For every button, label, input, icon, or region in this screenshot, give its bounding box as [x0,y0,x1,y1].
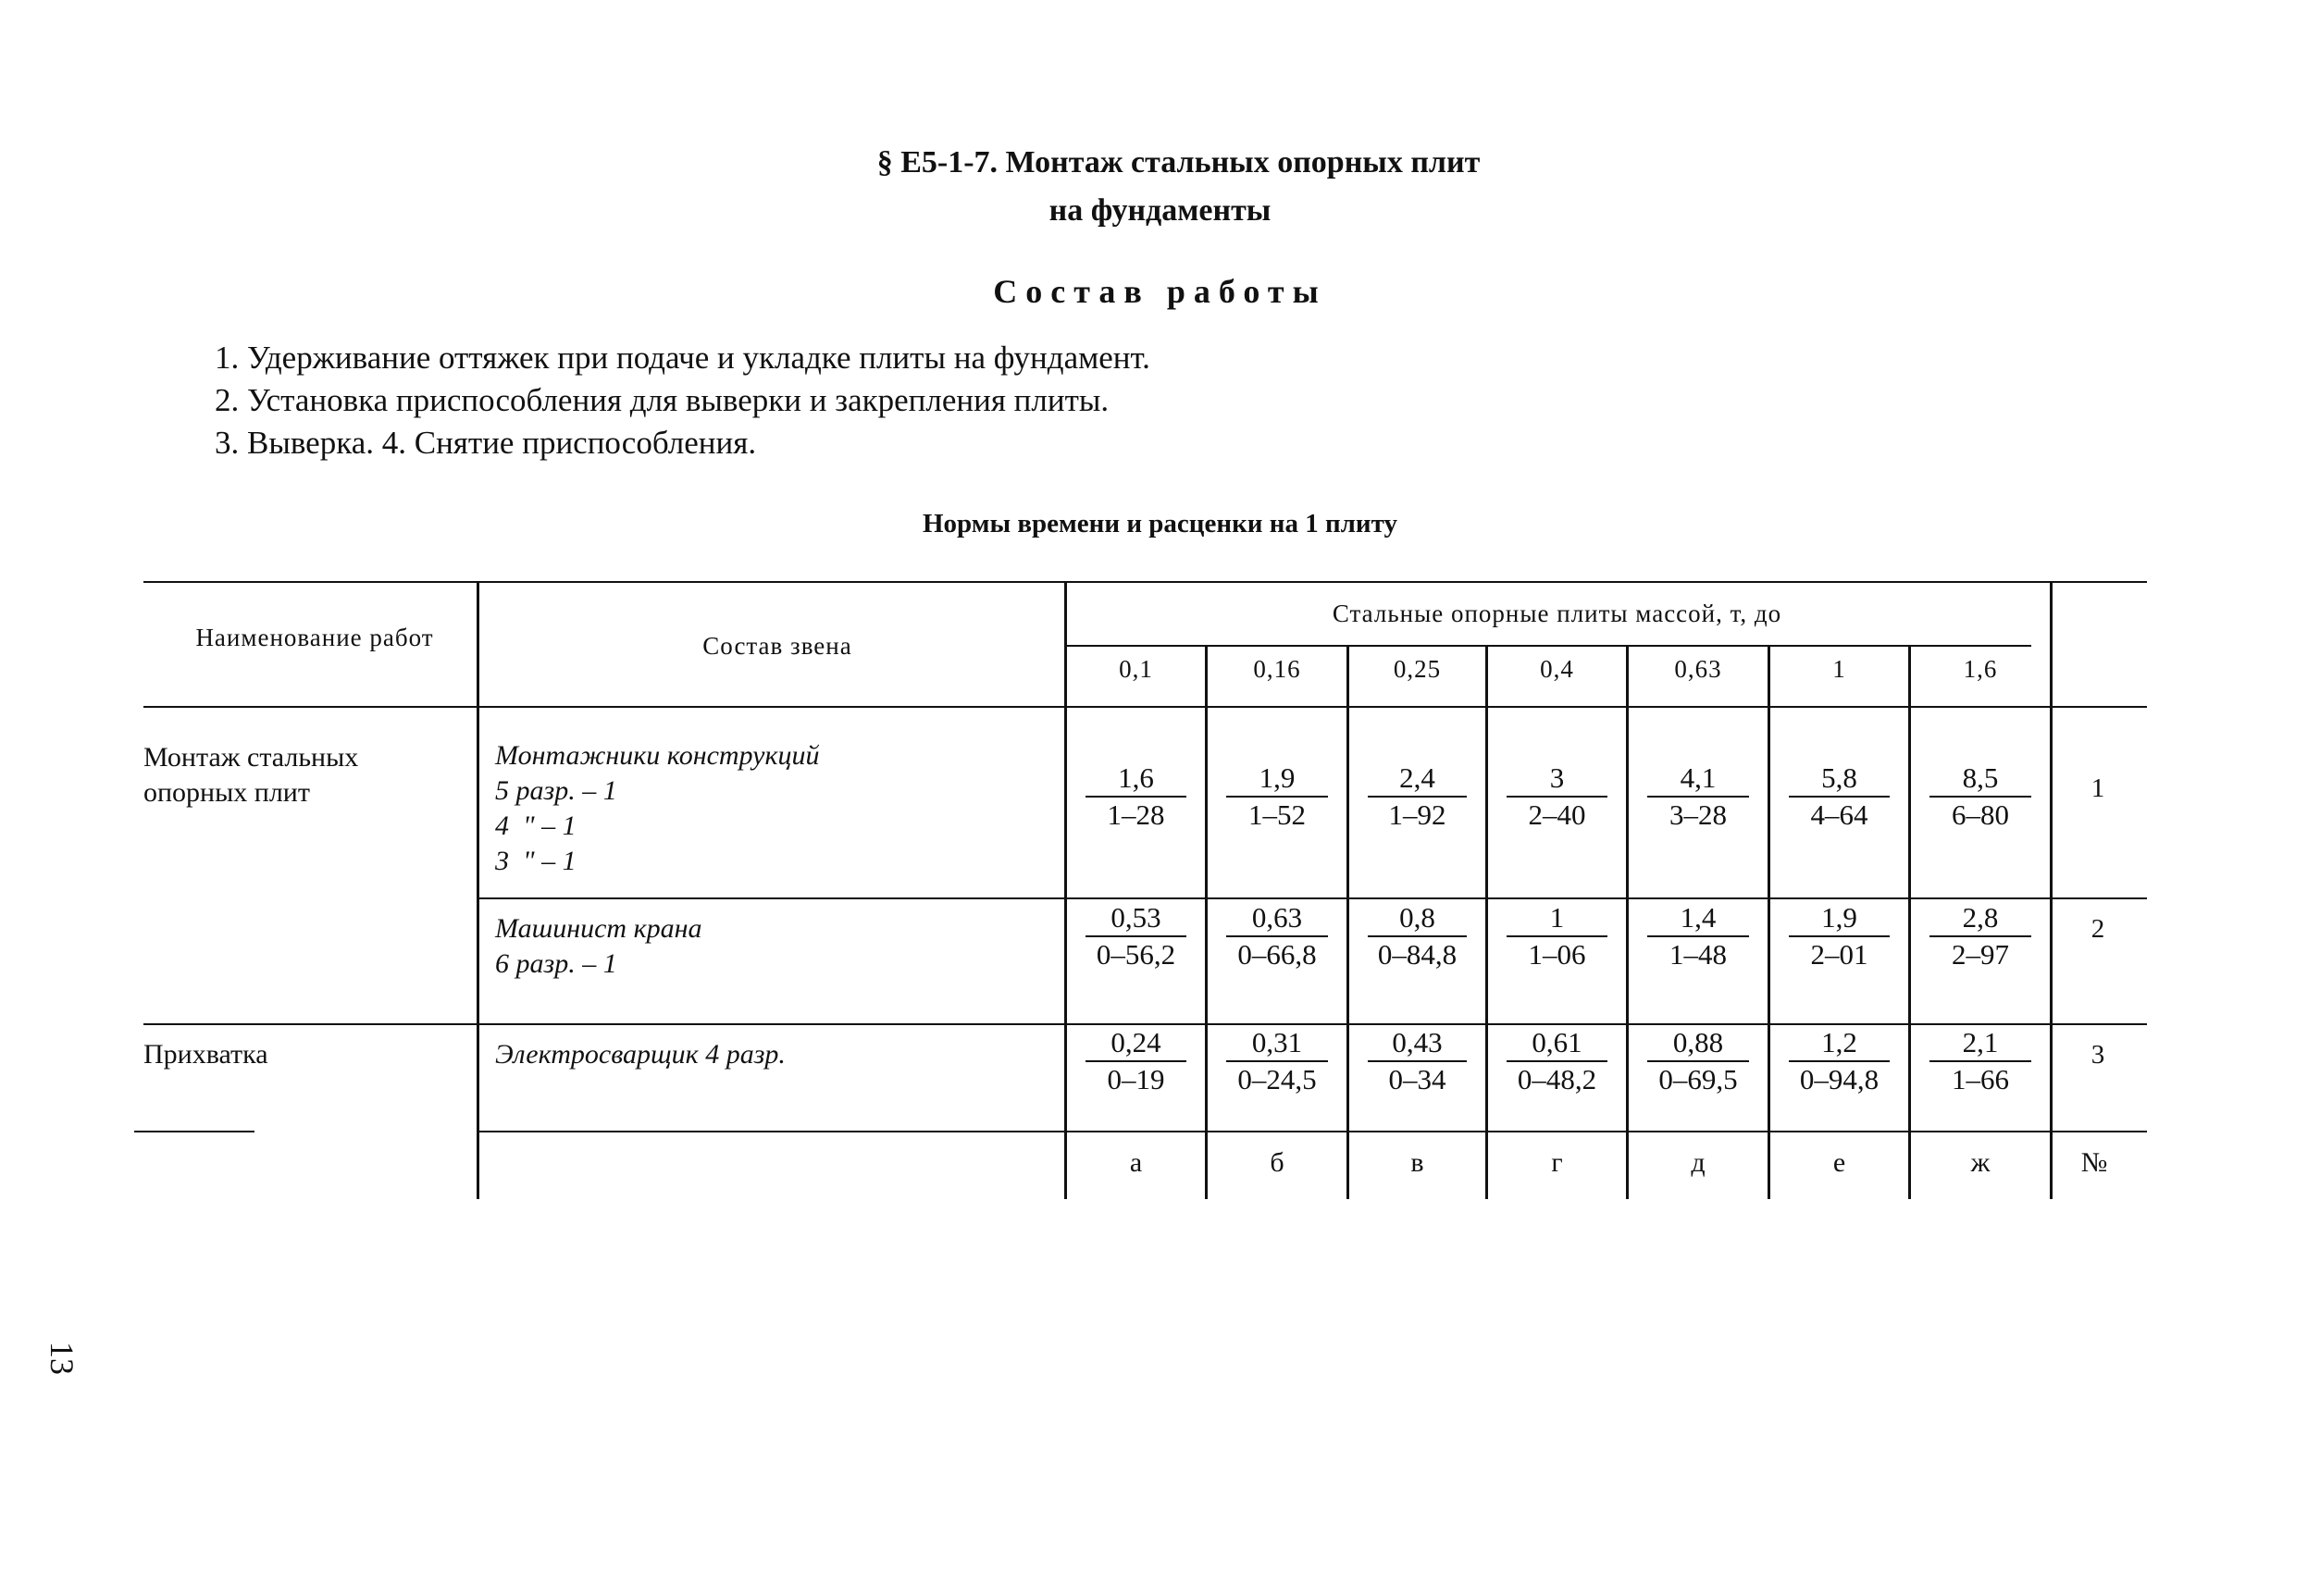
crew-row1-line1: Монтажники конструкций [495,740,820,771]
rate-cell [1911,1025,2050,1097]
crew-row2-line2: 6 разр. – 1 [495,948,617,979]
crew-row2-line1: Машинист крана [495,913,702,944]
composition-heading: Состав работы [993,273,1327,310]
time-norm: 8,5 [1962,761,1999,794]
time-norm: 2,1 [1962,1026,1999,1058]
rate-cell [1911,900,2050,972]
time-norm: 2,4 [1399,761,1435,794]
rate-cell [1629,761,1768,833]
crew-row1-line4: 3 " – 1 [495,846,577,876]
rate-price: 1–48 [1669,938,1727,971]
time-norm: 2,8 [1962,901,1999,934]
col-crew-header: Состав звена [702,632,852,660]
rate-price: 2–97 [1952,938,2009,971]
time-norm: 4,1 [1680,761,1717,794]
mass-header-rule [1064,645,2031,647]
rate-cell [1488,1025,1626,1097]
time-norm: 1,6 [1118,761,1154,794]
work-line-1: 1. Удерживание оттяжек при подаче и укладке плиты на фундамент. [215,340,1150,376]
rate-price: 1–66 [1952,1063,2009,1095]
row-number-1: 1 [2090,773,2105,803]
rate-cell [1629,900,1768,972]
col-letter-b: б [1270,1147,1284,1178]
time-norm: 3 [1549,761,1565,794]
section-title-line1: § Е5-1-7. Монтаж стальных опорных плит [876,145,1481,179]
col-work-header: Наименование работ [195,624,434,651]
footer-rule [477,1131,2147,1132]
time-norm: 0,88 [1672,1026,1724,1058]
rate-price: 6–80 [1952,798,2009,831]
col-letter-e: е [1832,1147,1846,1178]
mass-col-6: 1,6 [1963,655,1998,683]
table-title: Нормы времени и расценки на 1 плиту [922,509,1398,538]
rate-cell [1208,1025,1346,1097]
time-norm: 0,24 [1110,1026,1161,1058]
rate-price: 1–52 [1248,798,1306,831]
rate-cell [1349,761,1485,833]
table-top-rule [143,581,2147,583]
col-letter-a: а [1129,1147,1143,1178]
rate-price: 3–28 [1669,798,1727,831]
rate-price: 2–01 [1810,938,1868,971]
rate-price: 0–66,8 [1237,938,1317,971]
work-line-2: 2. Установка приспособления для выверки и закрепления плиты. [215,382,1110,418]
rate-cell [1911,761,2050,833]
time-norm: 1,9 [1259,761,1296,794]
rate-cell [1067,761,1205,833]
rate-price: 0–56,2 [1096,938,1176,971]
rate-price: 0–34 [1388,1063,1446,1095]
footer-rule-left [134,1131,254,1132]
row1-rule [477,897,2147,899]
rate-price: 0–48,2 [1517,1063,1597,1095]
time-norm: 0,31 [1251,1026,1303,1058]
rate-price: 1–92 [1388,798,1446,831]
time-norm: 5,8 [1821,761,1857,794]
crew-row1 [495,738,1050,879]
mass-col-4: 0,63 [1674,655,1722,683]
col-letter-zh: ж [1970,1147,1991,1178]
mass-col-5: 1 [1832,655,1846,683]
time-norm: 0,61 [1532,1026,1582,1058]
row-number-2: 2 [2090,914,2105,944]
rate-cell [1629,1025,1768,1097]
rate-price: 0–69,5 [1658,1063,1738,1095]
mass-col-1: 0,16 [1253,655,1301,683]
rate-price: 1–28 [1107,798,1165,831]
rate-cell [1349,900,1485,972]
time-norm: 1,4 [1680,901,1717,934]
rate-cell [1488,900,1626,972]
rate-cell [1770,761,1908,833]
work-name-row1: Монтаж стальных опорных плит [143,742,359,808]
rate-price: 0–19 [1107,1063,1165,1095]
row-number-3: 3 [2090,1040,2105,1070]
time-norm: 1,2 [1821,1026,1857,1058]
time-norm: 1 [1549,901,1565,934]
crew-row3-line1: Электросварщик 4 разр. [495,1039,786,1070]
rate-cell [1208,900,1346,972]
mass-header: Стальные опорные плиты массой, т, до [1332,600,1782,627]
mass-col-2: 0,25 [1393,655,1442,683]
rate-price: 4–64 [1810,798,1868,831]
rate-price: 0–24,5 [1237,1063,1317,1095]
rate-cell [1067,1025,1205,1097]
col-rule-no [2050,581,2053,1199]
time-norm: 0,63 [1251,901,1303,934]
rate-price: 0–94,8 [1799,1063,1880,1095]
mass-col-3: 0,4 [1540,655,1574,683]
rate-cell [1349,1025,1485,1097]
crew-row1-line2: 5 разр. – 1 [495,775,617,806]
col-letter-d: д [1691,1147,1706,1178]
time-norm: 1,9 [1821,901,1857,934]
rate-price: 0–84,8 [1377,938,1458,971]
crew-row1-line3: 4 " – 1 [495,810,577,841]
work-line-3: 3. Выверка. 4. Снятие приспособления. [215,425,757,461]
col-letter-v: в [1410,1147,1424,1178]
crew-row3 [495,1038,1050,1071]
time-norm: 0,43 [1392,1026,1443,1058]
time-norm: 0,53 [1110,901,1161,934]
rate-cell [1067,900,1205,972]
rate-price: 2–40 [1528,798,1586,831]
col-rule-crew [477,581,479,1199]
crew-row2 [495,911,1050,982]
header-bottom-rule [143,706,2147,708]
rate-cell [1208,761,1346,833]
rate-cell [1770,900,1908,972]
time-norm: 0,8 [1399,901,1435,934]
rate-price: 1–06 [1528,938,1586,971]
page-number: 13 [43,1342,81,1375]
col-letter-no: № [2080,1147,2108,1178]
col-letter-g: г [1551,1147,1563,1178]
rate-cell [1770,1025,1908,1097]
work-name-row3: Прихватка [143,1039,268,1070]
rate-cell [1488,761,1626,833]
mass-col-0: 0,1 [1119,655,1153,683]
section-title-line2: на фундаменты [1048,193,1272,228]
